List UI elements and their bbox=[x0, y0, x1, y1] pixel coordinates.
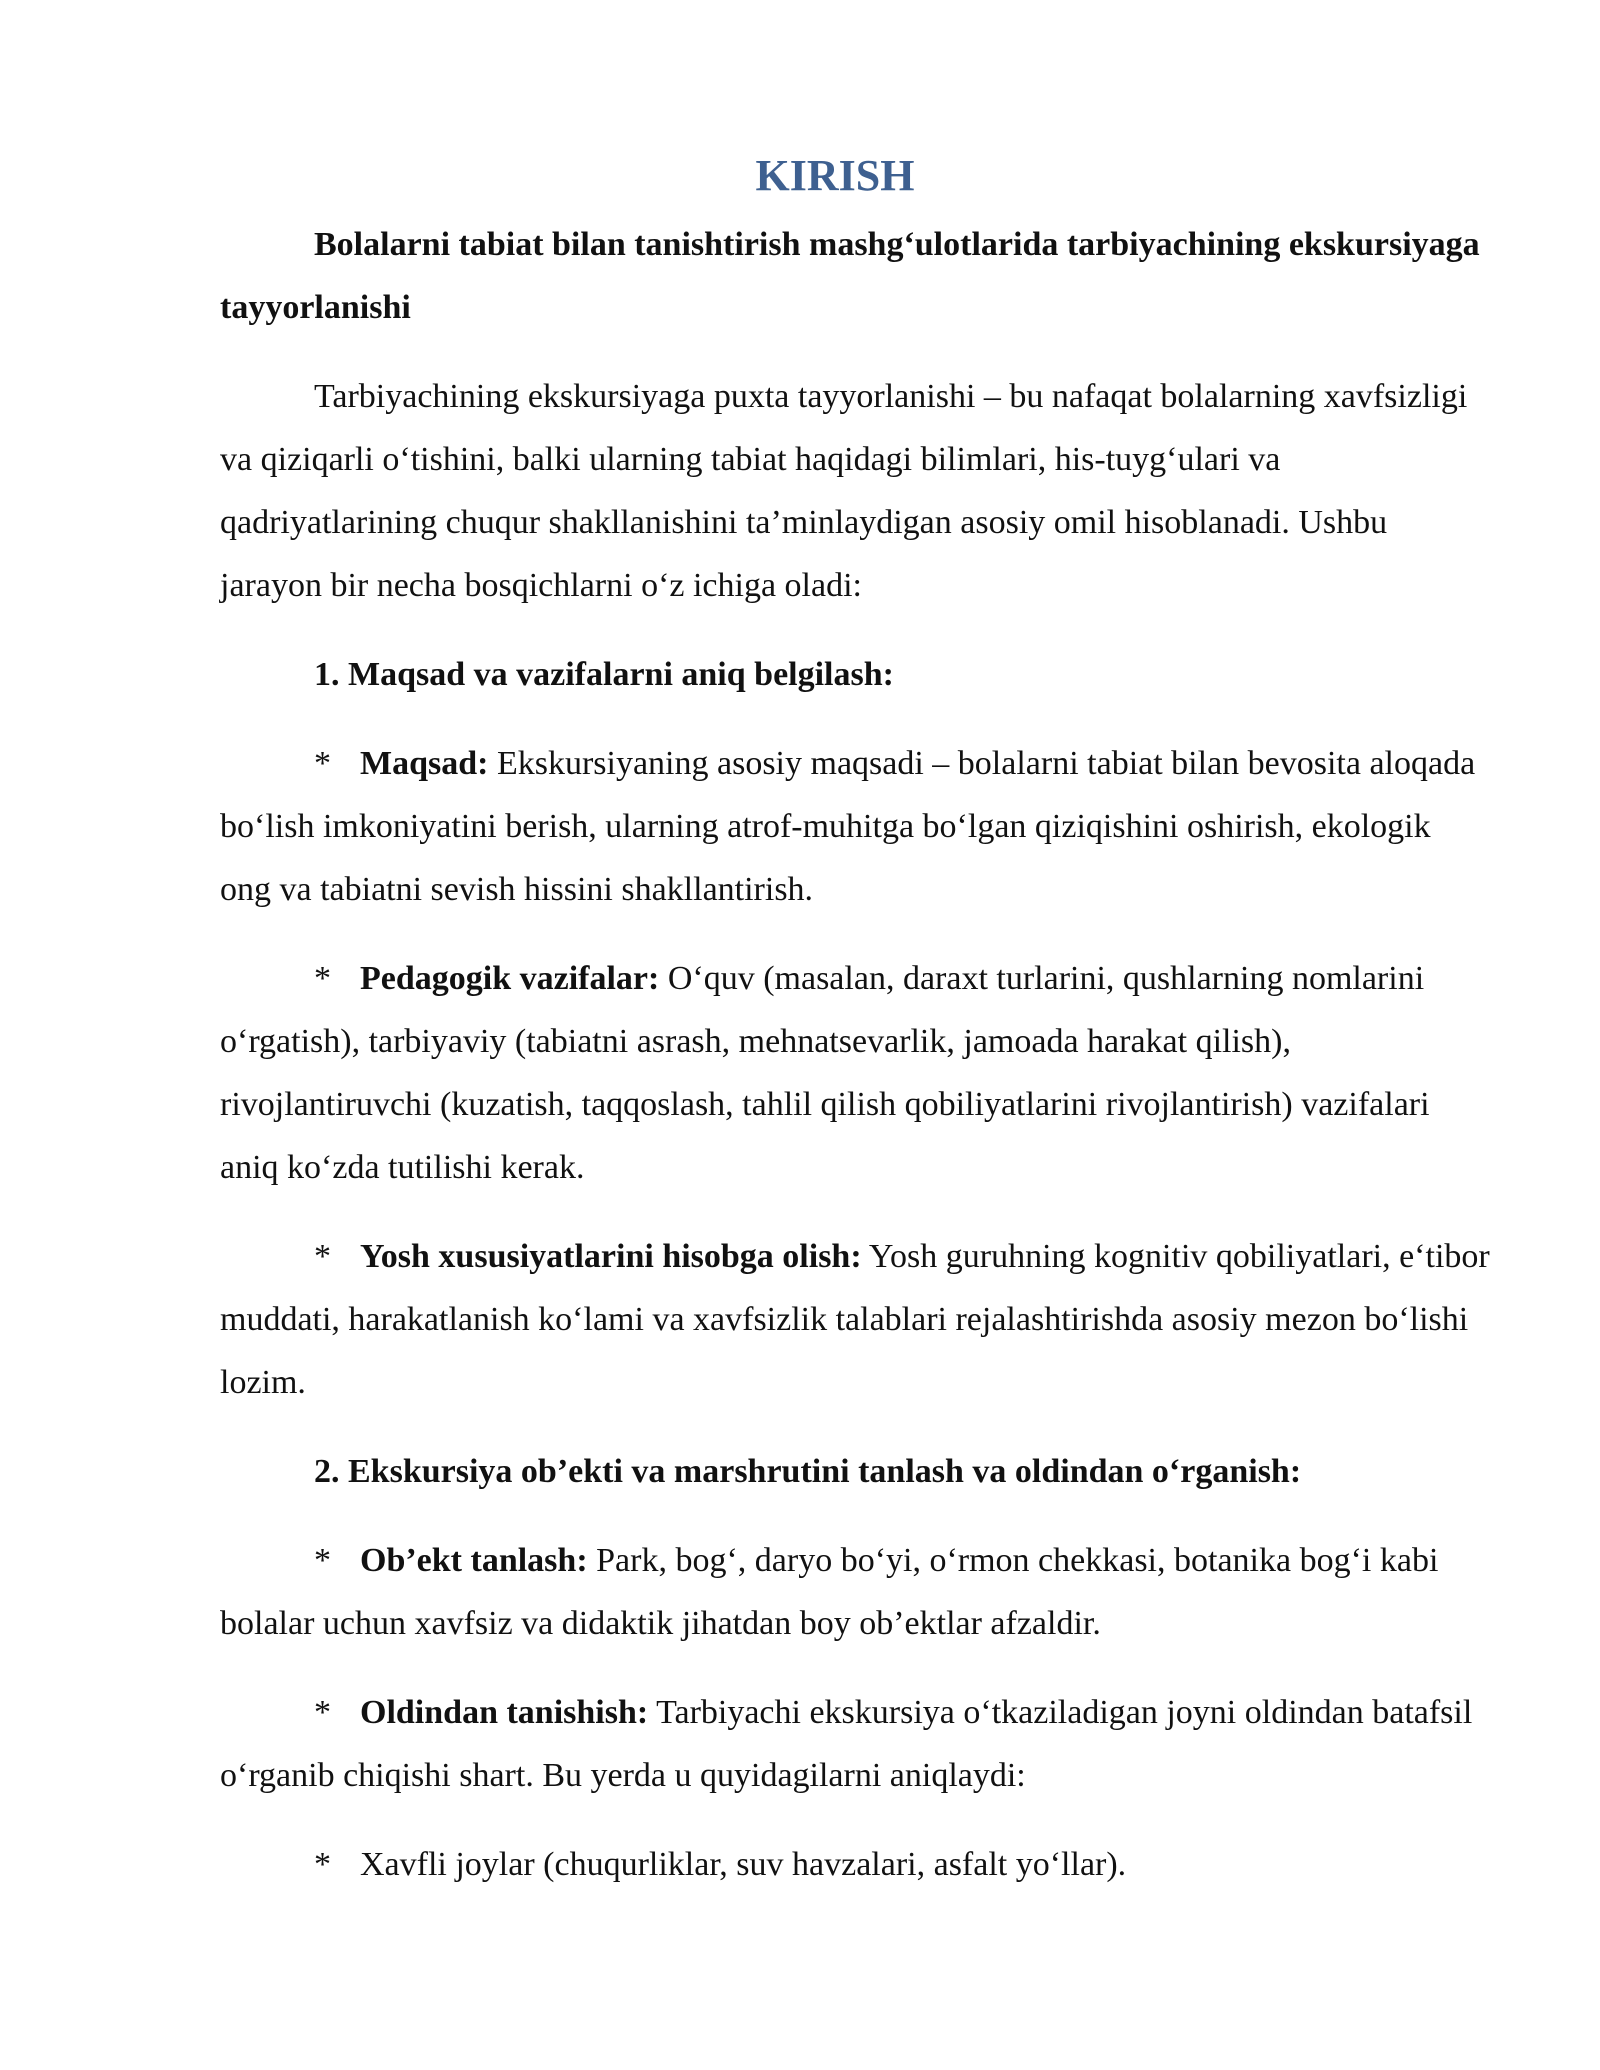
section-1-heading: 1. Maqsad va vazifalarni aniq belgilash: bbox=[314, 656, 894, 693]
item-text: Tarbiyachi ekskursiya o‘tkaziladigan joyni oldindan batafsil o‘rganib chiqishi shart. Bu yerda u quyidagilarni aniqlaydi: bbox=[220, 1694, 1473, 1794]
bullet-asterisk: * bbox=[314, 1238, 331, 1275]
item-text: Ekskursiyaning asosiy maqsadi – bolalarni tabiat bilan bevosita aloqada bo‘lish imkoniyatini berish, ularning atrof-muhitga bo‘lgan qiziqishini oshirish, ekologik ong va tabiatni sevish hissini shakllantirish. bbox=[220, 745, 1476, 908]
document-subtitle: Bolalarni tabiat bilan tanishtirish mashg‘ulotlarida tarbiyachining ekskursiyaga tayyorlanishi bbox=[220, 226, 1480, 326]
page-title: KIRISH bbox=[755, 151, 915, 200]
intro-paragraph: Tarbiyachining ekskursiyaga puxta tayyorlanishi – bu nafaqat bolalarning xavfsizligi va qiziqarli o‘tishini, balki ularning tabiat haqidagi bilimlari, his-tuyg‘ulari va qadriyatlarining chuqur shakllanishini ta’minlaydigan asosiy omil hisoblanadi. Ushbu jarayon bir necha bosqichlarni o‘z ichiga oladi: bbox=[220, 378, 1468, 604]
item-label: Oldindan tanishish: bbox=[360, 1694, 649, 1731]
bullet-asterisk: * bbox=[314, 745, 331, 782]
bullet-asterisk: * bbox=[314, 1694, 331, 1731]
item-label: Maqsad: bbox=[360, 745, 489, 782]
item-label: Yosh xususiyatlarini hisobga olish: bbox=[360, 1238, 862, 1275]
item-label: Ob’ekt tanlash: bbox=[360, 1542, 588, 1579]
section-2-heading: 2. Ekskursiya ob’ekti va marshrutini tanlash va oldindan o‘rganish: bbox=[314, 1453, 1302, 1490]
bullet-asterisk: * bbox=[314, 960, 331, 997]
item-text: Xavfli joylar (chuqurliklar, suv havzalari, asfalt yo‘llar). bbox=[360, 1846, 1127, 1883]
list-item bbox=[220, 1529, 1490, 1655]
list-item bbox=[220, 1225, 1490, 1414]
list-item bbox=[220, 1681, 1490, 1807]
item-text: O‘quv (masalan, daraxt turlarini, qushlarning nomlarini o‘rgatish), tarbiyaviy (tabiatni asrash, mehnatsevarlik, jamoada harakat qilish), rivojlantiruvchi (kuzatish, taqqoslash, tahlil qilish qobiliyatlarini rivojlantirish) vazifalari aniq ko‘zda tutilishi kerak. bbox=[220, 960, 1430, 1186]
item-label: Pedagogik vazifalar: bbox=[360, 960, 660, 997]
item-text: Yosh guruhning kognitiv qobiliyatlari, e‘tibor muddati, harakatlanish ko‘lami va xavfsizlik talablari rejalashtirishda asosiy mezon bo‘lishi lozim. bbox=[220, 1238, 1490, 1401]
item-text: Park, bog‘, daryo bo‘yi, o‘rmon chekkasi, botanika bog‘i kabi bolalar uchun xavfsiz va didaktik jihatdan boy ob’ektlar afzaldir. bbox=[220, 1542, 1439, 1642]
list-item bbox=[220, 732, 1490, 921]
list-item bbox=[220, 947, 1490, 1199]
bullet-asterisk: * bbox=[314, 1846, 331, 1883]
bullet-asterisk: * bbox=[314, 1542, 331, 1579]
list-item bbox=[220, 1833, 1490, 1896]
